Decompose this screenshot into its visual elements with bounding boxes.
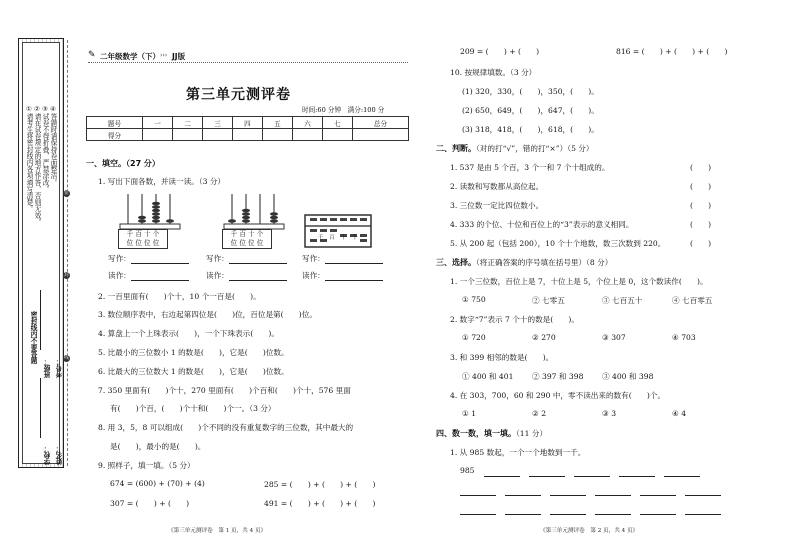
abacus-2-label-row1: 千 百 十 个 <box>230 230 264 238</box>
count-blank[interactable] <box>640 486 676 496</box>
section-3-heading <box>436 257 612 268</box>
choice-1: 1. 一个三位数，百位上是 7，十位上是 5，个位上是 0，这个数读作( )。 <box>450 277 708 286</box>
abacus-bead <box>152 216 160 220</box>
header-rule <box>88 62 408 63</box>
frame-digit: 个 <box>352 235 364 241</box>
count-blank[interactable] <box>550 486 586 496</box>
judge-4: 4. 333 的个位、十位和百位上的“3”表示的意义相同。 <box>450 220 634 229</box>
frame-bead <box>360 218 367 221</box>
section-2-title: 二、判断。 <box>436 144 476 153</box>
write-answer-line[interactable] <box>325 254 383 264</box>
abacus-bead <box>242 209 250 213</box>
footer-page-1: 《第三单元测评卷 第 1 页，共 4 页》 <box>168 528 267 534</box>
exam-meta: 时间:60 分钟 满分:100 分 <box>302 106 385 114</box>
header-logo-icon: ✎ <box>88 50 96 60</box>
question-9: 9. 照样子，填一填。（5 分） <box>98 461 195 470</box>
abacus-bead <box>138 216 146 220</box>
read-row-3 <box>302 270 383 281</box>
choice-4: 4. 在 303，700，60 和 290 中，零不读出来的数有( )个。 <box>450 391 666 400</box>
abacus-1-label-row1: 千 百 十 个 <box>126 230 160 238</box>
choice-2-option-b[interactable]: ② 270 <box>532 333 556 342</box>
counting-frame-digits <box>318 233 364 241</box>
score-header: 四 <box>232 117 262 129</box>
score-cell[interactable] <box>143 129 173 141</box>
frame-bead <box>310 229 317 232</box>
count-blank[interactable] <box>685 486 721 496</box>
question-2: 2. 一百里面有( )个十，10 个一百是( )。 <box>98 292 261 301</box>
abacus-bead <box>242 212 250 216</box>
binding-note-3: ③试卷不得折叠，严禁涂改。 <box>41 105 49 193</box>
judge-4-answer[interactable]: ( ) <box>690 220 712 229</box>
q9-item-285[interactable]: 285 = ( ) + ( ) + ( ) <box>264 480 376 489</box>
sealed-line-warning: 密封线内不要答题 <box>29 311 37 364</box>
section-1-heading: 一、填空。（27 分） <box>86 159 160 168</box>
field-class: 班级： <box>44 358 52 378</box>
frame-digit: 百 <box>329 235 341 241</box>
abacus-2-place-labels <box>222 229 272 249</box>
section-2-heading <box>436 143 594 154</box>
abacus-1-label-row2: 位 位 位 位 <box>126 239 160 247</box>
question-4: 4. 算盘上一个上珠表示( )，一个下珠表示( )。 <box>98 329 279 338</box>
binding-inner <box>22 42 60 464</box>
score-cell[interactable] <box>262 129 292 141</box>
read-answer-line[interactable] <box>131 271 189 281</box>
field-school: 学校： <box>44 445 52 465</box>
write-row-1 <box>108 253 189 264</box>
section-3-title: 三、选择。 <box>436 258 476 267</box>
write-label: 写作： <box>108 254 131 263</box>
section-3-note: （将正确答案的序号填在括号里）（8 分） <box>476 258 613 267</box>
header-arrows: ››› <box>160 52 168 59</box>
score-cell[interactable] <box>173 129 203 141</box>
abacus-bead <box>270 219 278 223</box>
abacus-bead <box>152 202 160 206</box>
count-blank[interactable] <box>640 505 676 515</box>
question-7-line-2: 有( )个百，( )个十和( )个一。（3 分） <box>110 404 276 413</box>
choice-2: 2. 数字“7”表示 7 个十的数是( )。 <box>450 315 579 324</box>
choice-4-option-a[interactable]: ① 1 <box>462 409 477 418</box>
judge-3: 3. 三位数一定比四位数小。 <box>450 201 544 210</box>
count-blank[interactable] <box>484 467 520 477</box>
frame-bead <box>310 218 317 221</box>
score-cell[interactable] <box>232 129 262 141</box>
field-id: 考号： <box>56 358 64 378</box>
fill-1: 1. 从 985 数起，一个一个地数到一千。 <box>450 448 586 457</box>
choice-2-option-c[interactable]: ③ 307 <box>602 333 626 342</box>
read-answer-line[interactable] <box>229 271 287 281</box>
abacus-bead <box>242 216 250 220</box>
q9-item-491[interactable]: 491 = ( ) + ( ) + ( ) <box>264 499 376 508</box>
score-cell[interactable] <box>322 129 352 141</box>
count-blank[interactable] <box>619 467 655 477</box>
frame-digit: 千 <box>318 235 330 241</box>
question-7-line-1: 7. 350 里面有( )个十，270 里面有( )个百和( )个十，576 里面 <box>98 386 351 395</box>
abacus-1-place-labels <box>118 229 168 249</box>
q10-sequence-3[interactable]: (3) 318，418，( )，618，( )。 <box>462 125 599 134</box>
count-row-2 <box>460 486 721 496</box>
frame-bead <box>320 218 327 221</box>
seal-mark-mi: 密 <box>63 190 69 196</box>
count-blank[interactable] <box>550 505 586 515</box>
frame-bead <box>350 218 357 221</box>
abacus-bead <box>166 219 174 223</box>
frame-bead <box>330 229 337 232</box>
write-label: 写作： <box>302 254 325 263</box>
frame-bead <box>310 239 317 242</box>
footer-page-2: 《第三单元测评卷 第 2 页，共 4 页》 <box>540 528 639 534</box>
question-8-line-2: 是( )，最小的是( )。 <box>110 442 206 451</box>
q9-example: 674 = (600) + (70) + (4) <box>110 479 205 488</box>
abacus-bead <box>138 219 146 223</box>
judge-5-answer[interactable]: ( ) <box>690 239 712 248</box>
choice-1-option-c[interactable]: ③ 七百五十 <box>602 296 643 305</box>
section-4-title: 四、数一数，填一填。 <box>436 429 516 438</box>
abacus-bead <box>228 219 236 223</box>
header-edition: JJ版 <box>172 52 186 61</box>
section-2-note: （对的打“√”，错的打“×”）（5 分） <box>476 144 594 153</box>
seal-mark-feng: 封 <box>63 272 69 278</box>
score-header: 七 <box>322 117 352 129</box>
choice-2-option-d[interactable]: ④ 703 <box>672 333 696 342</box>
q10-sequence-2[interactable]: (2) 650，649，( )，647，( )。 <box>462 106 599 115</box>
header-grade: 二年级数学（下） <box>100 52 160 61</box>
abacus-bead <box>152 205 160 209</box>
abacus-2-label-row2: 位 位 位 位 <box>230 239 264 247</box>
choice-1-option-a[interactable]: ① 750 <box>462 295 486 304</box>
frame-bead <box>320 229 327 232</box>
choice-3-option-b[interactable]: ② 397 和 398 <box>532 372 584 381</box>
judge-5: 5. 从 200 起（包括 200），10 个十个地数，数三次数到 220。 <box>450 239 666 248</box>
count-blank[interactable] <box>595 486 631 496</box>
section-4-heading <box>436 428 547 439</box>
count-blank[interactable] <box>505 486 541 496</box>
choice-4-option-b[interactable]: ② 2 <box>532 409 547 418</box>
score-header: 六 <box>292 117 322 129</box>
abacus-bead <box>152 219 160 223</box>
count-blank[interactable] <box>574 467 610 477</box>
judge-2-answer[interactable]: ( ) <box>690 182 712 191</box>
counting-frame <box>304 214 372 248</box>
write-row-2 <box>206 253 287 264</box>
score-header: 三 <box>203 117 233 129</box>
count-row-1 <box>484 467 700 477</box>
read-row-2 <box>206 270 287 281</box>
count-blank[interactable] <box>595 505 631 515</box>
score-table <box>86 116 409 141</box>
question-5: 5. 比最小的三位数小 1 的数是( )，它是( )位数。 <box>98 348 289 357</box>
binding-note-2: ②请在试卷规定的地方作答，否则无效。 <box>33 105 41 226</box>
count-blank[interactable] <box>685 505 721 515</box>
score-header: 二 <box>173 117 203 129</box>
abacus-bead <box>270 216 278 220</box>
question-8-line-1: 8. 用 3，5，8 可以组成( )个不同的没有重复数字的三位数，其中最大的 <box>98 423 354 432</box>
choice-3-option-a[interactable]: ① 400 和 401 <box>462 372 514 381</box>
abacus-bead <box>152 212 160 216</box>
choice-3: 3. 和 399 相邻的数是( )。 <box>450 353 554 362</box>
frame-bead <box>340 218 347 221</box>
count-row-3 <box>460 505 721 515</box>
abacus-figure-1 <box>118 190 186 230</box>
question-10: 10. 按规律填数。（3 分） <box>450 68 537 77</box>
count-blank[interactable] <box>460 505 496 515</box>
binding-note-4: ④答题时请保持卷面整洁。 <box>49 105 57 186</box>
write-label: 写作： <box>206 254 229 263</box>
seal-mark-xian: 线 <box>63 355 69 361</box>
score-header: 一 <box>143 117 173 129</box>
question-1: 1. 写出下面各数，并读一读。（3 分） <box>98 177 226 186</box>
question-3: 3. 数位顺序表中，右边起第四位是( )位，百位是第( )位。 <box>98 310 317 319</box>
read-label: 读作： <box>302 271 325 280</box>
judge-1: 1. 537 是由 5 个百，3 个一和 7 个十组成的。 <box>450 163 610 172</box>
score-row-label: 得分 <box>87 129 143 141</box>
count-blank[interactable] <box>529 467 565 477</box>
choice-1-option-d[interactable]: ④ 七百零五 <box>672 296 713 305</box>
score-header: 五 <box>262 117 292 129</box>
binding-note-1: ①请考生将密封线内各项填写清楚。 <box>25 105 33 212</box>
write-answer-line[interactable] <box>131 254 189 264</box>
read-label: 读作： <box>108 271 131 280</box>
choice-3-option-c[interactable]: ③ 400 和 398 <box>602 372 654 381</box>
field-class-line[interactable] <box>40 290 41 350</box>
question-6: 6. 比最大的三位数大 1 的数是( )，它是( )位数。 <box>98 367 289 376</box>
q9-item-307[interactable]: 307 = ( ) + ( ) <box>110 499 190 508</box>
section-4-note: （11 分） <box>516 429 548 438</box>
choice-4-option-d[interactable]: ④ 4 <box>672 409 687 418</box>
count-blank[interactable] <box>664 467 700 477</box>
fill-1-start: 985 <box>460 466 475 475</box>
score-cell[interactable] <box>203 129 233 141</box>
frame-digit: 十 <box>340 235 353 241</box>
binding-strip <box>18 38 64 468</box>
read-answer-line[interactable] <box>325 271 383 281</box>
choice-1-option-b[interactable]: ② 七零五 <box>532 296 565 305</box>
judge-2: 2. 读数和写数都从高位起。 <box>450 182 544 191</box>
count-blank[interactable] <box>460 486 496 496</box>
abacus-bead <box>242 219 250 223</box>
choice-2-option-a[interactable]: ① 720 <box>462 333 486 342</box>
q10-sequence-1[interactable]: (1) 320，330，( )，350，( )。 <box>462 87 599 96</box>
frame-bead <box>330 218 337 221</box>
score-header: 总分 <box>352 117 408 129</box>
abacus-bead <box>152 209 160 213</box>
q9-item-816[interactable]: 816 = ( ) + ( ) + ( ) <box>616 47 728 56</box>
field-school-line[interactable] <box>40 378 41 438</box>
q9-item-209[interactable]: 209 = ( ) + ( ) <box>460 47 540 56</box>
abacus-bead <box>270 212 278 216</box>
abacus-figure-2 <box>222 190 290 230</box>
score-header: 题号 <box>87 117 143 129</box>
score-cell[interactable] <box>292 129 322 141</box>
judge-3-answer[interactable]: ( ) <box>690 201 712 210</box>
field-name: 姓名： <box>56 445 64 465</box>
choice-4-option-c[interactable]: ③ 3 <box>602 409 617 418</box>
write-answer-line[interactable] <box>229 254 287 264</box>
count-blank[interactable] <box>505 505 541 515</box>
read-row-1 <box>108 270 189 281</box>
seal-dashed-line <box>67 40 68 466</box>
write-row-3 <box>302 253 383 264</box>
score-cell[interactable] <box>352 129 408 141</box>
judge-1-answer[interactable]: ( ) <box>690 163 712 172</box>
read-label: 读作： <box>206 271 229 280</box>
page-title: 第三单元测评卷 <box>186 87 291 103</box>
